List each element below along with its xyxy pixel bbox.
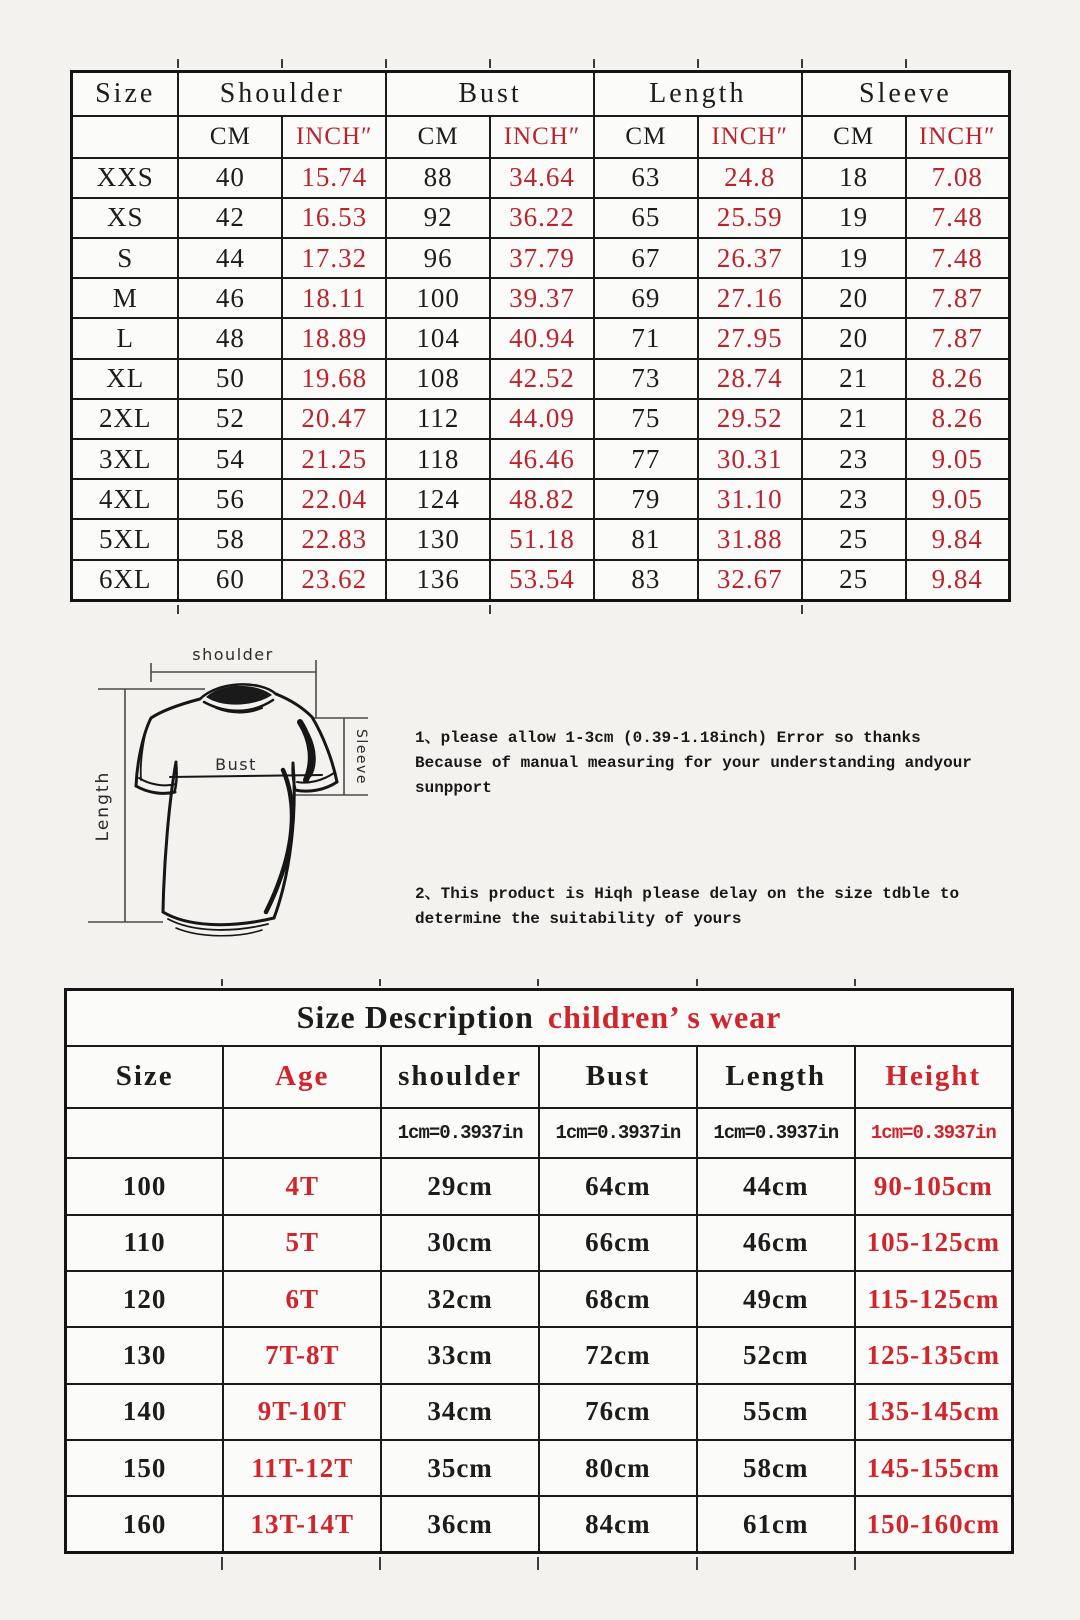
- cell: 5T: [223, 1215, 381, 1271]
- conversion-cell: 1cm=0.3937in: [697, 1108, 855, 1158]
- cell: 34.64: [490, 158, 594, 198]
- cell: 104: [386, 318, 490, 358]
- unit-header-cm: CM: [386, 116, 490, 158]
- unit-header-inch: INCH″: [698, 116, 802, 158]
- cell: 66cm: [539, 1215, 697, 1271]
- cell: 42.52: [490, 359, 594, 399]
- divider-stub: [696, 979, 698, 986]
- table-row: [66, 1384, 1013, 1440]
- column-header: Bust: [386, 72, 594, 116]
- column-header: Age: [223, 1046, 381, 1108]
- divider-stub: [801, 59, 803, 68]
- divider-stub: [696, 1557, 698, 1570]
- cell: 88: [386, 158, 490, 198]
- cell: 32cm: [381, 1271, 539, 1327]
- cell: 69: [594, 278, 698, 318]
- table-row: [72, 116, 1010, 158]
- cell: 96: [386, 238, 490, 278]
- cell: 9.05: [906, 439, 1010, 479]
- cell: 4XL: [72, 479, 179, 519]
- cell: 17.32: [282, 238, 386, 278]
- empty-cell: [66, 1108, 224, 1158]
- cell: 23: [802, 439, 906, 479]
- note-line: determine the suitability of yours: [415, 910, 742, 928]
- cell: XL: [72, 359, 179, 399]
- cell: 29.52: [698, 399, 802, 439]
- cell: 52: [178, 399, 282, 439]
- kids-size-table-wrap: [64, 988, 1014, 1554]
- cell: 18: [802, 158, 906, 198]
- cell: 130: [66, 1327, 224, 1383]
- cell: XXS: [72, 158, 179, 198]
- cell: 76cm: [539, 1384, 697, 1440]
- cell: 81: [594, 519, 698, 559]
- unit-header-cm: CM: [594, 116, 698, 158]
- table-row: [72, 198, 1010, 238]
- cell: 39.37: [490, 278, 594, 318]
- cell: 23.62: [282, 560, 386, 601]
- cell: 160: [66, 1496, 224, 1552]
- note-line: Because of manual measuring for your understanding andyour: [415, 754, 972, 772]
- cell: 23: [802, 479, 906, 519]
- note-1: [415, 726, 1015, 801]
- cell: 7T-8T: [223, 1327, 381, 1383]
- cell: 34cm: [381, 1384, 539, 1440]
- cell: 135-145cm: [855, 1384, 1013, 1440]
- cell: 27.95: [698, 318, 802, 358]
- table-title-black: Size Description: [296, 999, 534, 1036]
- divider-stub: [537, 1557, 539, 1570]
- cell: 26.37: [698, 238, 802, 278]
- cell: 112: [386, 399, 490, 439]
- note-2: [415, 882, 1015, 932]
- bust-label: Bust: [215, 755, 257, 774]
- cell: 150: [66, 1440, 224, 1496]
- divider-stub: [385, 59, 387, 68]
- column-header: Sleeve: [802, 72, 1010, 116]
- cell: 22.83: [282, 519, 386, 559]
- cell: 7.48: [906, 198, 1010, 238]
- adult-size-table-wrap: [70, 70, 1011, 602]
- cell: 125-135cm: [855, 1327, 1013, 1383]
- table-row: [66, 1496, 1013, 1552]
- cell: 51.18: [490, 519, 594, 559]
- cell: 90-105cm: [855, 1158, 1013, 1214]
- cell: 130: [386, 519, 490, 559]
- cell: 9.84: [906, 560, 1010, 601]
- adult-size-table: [70, 70, 1011, 602]
- cell: 21.25: [282, 439, 386, 479]
- table-title: [66, 990, 1013, 1046]
- cell: 46: [178, 278, 282, 318]
- cell: 67: [594, 238, 698, 278]
- cell: 140: [66, 1384, 224, 1440]
- divider-stub: [537, 979, 539, 986]
- cell: 6XL: [72, 560, 179, 601]
- conversion-cell: 1cm=0.3937in: [539, 1108, 697, 1158]
- cell: 20: [802, 278, 906, 318]
- cell: 115-125cm: [855, 1271, 1013, 1327]
- cell: 118: [386, 439, 490, 479]
- divider-stub: [593, 59, 595, 68]
- cell: 40.94: [490, 318, 594, 358]
- cell: 72cm: [539, 1327, 697, 1383]
- cell: 9T-10T: [223, 1384, 381, 1440]
- cell: 64cm: [539, 1158, 697, 1214]
- table-row: [72, 399, 1010, 439]
- table-row: [72, 439, 1010, 479]
- cell: 30.31: [698, 439, 802, 479]
- table-title-row: [66, 990, 1013, 1046]
- cell: 58cm: [697, 1440, 855, 1496]
- cell: 60: [178, 560, 282, 601]
- cell: 3XL: [72, 439, 179, 479]
- table-row: [72, 158, 1010, 198]
- cell: 19: [802, 238, 906, 278]
- divider-stub: [379, 979, 381, 986]
- cell: 20: [802, 318, 906, 358]
- cell: 21: [802, 359, 906, 399]
- table-row: [66, 1215, 1013, 1271]
- cell: 33cm: [381, 1327, 539, 1383]
- cell: 18.11: [282, 278, 386, 318]
- cell: 56: [178, 479, 282, 519]
- divider-stub: [489, 59, 491, 68]
- cell: 25.59: [698, 198, 802, 238]
- cell: 9.05: [906, 479, 1010, 519]
- cell: 22.04: [282, 479, 386, 519]
- note-line: sunpport: [415, 779, 492, 797]
- cell: 58: [178, 519, 282, 559]
- cell: 8.26: [906, 399, 1010, 439]
- column-header: Length: [697, 1046, 855, 1108]
- table-row: [66, 1158, 1013, 1214]
- divider-stub: [221, 979, 223, 986]
- divider-stub: [801, 605, 803, 614]
- cell: 18.89: [282, 318, 386, 358]
- divider-stub: [854, 1557, 856, 1570]
- cell: 16.53: [282, 198, 386, 238]
- cell: 145-155cm: [855, 1440, 1013, 1496]
- cell: 13T-14T: [223, 1496, 381, 1552]
- cell: 32.67: [698, 560, 802, 601]
- cell: 63: [594, 158, 698, 198]
- column-header: Size: [72, 72, 179, 116]
- divider-stub: [905, 59, 907, 68]
- cell: L: [72, 318, 179, 358]
- cell: 7.48: [906, 238, 1010, 278]
- cell: 24.8: [698, 158, 802, 198]
- cell: 52cm: [697, 1327, 855, 1383]
- cell: 7.87: [906, 318, 1010, 358]
- cell: 49cm: [697, 1271, 855, 1327]
- unit-header-inch: INCH″: [490, 116, 594, 158]
- cell: 25: [802, 560, 906, 601]
- tshirt-measure-diagram: [70, 600, 390, 945]
- cell: 40: [178, 158, 282, 198]
- cell: 83: [594, 560, 698, 601]
- cell: 92: [386, 198, 490, 238]
- cell: 4T: [223, 1158, 381, 1214]
- table-row: [66, 1327, 1013, 1383]
- table-row: [66, 1108, 1013, 1158]
- table-row: [72, 72, 1010, 116]
- table-row: [72, 278, 1010, 318]
- table-row: [66, 1440, 1013, 1496]
- cell: 15.74: [282, 158, 386, 198]
- table-row: [66, 1271, 1013, 1327]
- column-header: shoulder: [381, 1046, 539, 1108]
- table-row: [72, 238, 1010, 278]
- sleeve-label: Sleeve: [353, 729, 369, 785]
- table-row: [72, 479, 1010, 519]
- divider-stub: [281, 59, 283, 68]
- cell: 28.74: [698, 359, 802, 399]
- cell: 100: [66, 1158, 224, 1214]
- cell: 31.88: [698, 519, 802, 559]
- cell: 30cm: [381, 1215, 539, 1271]
- table-row: [72, 560, 1010, 601]
- cell: 105-125cm: [855, 1215, 1013, 1271]
- kids-size-table: [64, 988, 1014, 1554]
- cell: 100: [386, 278, 490, 318]
- cell: 44: [178, 238, 282, 278]
- cell: 27.16: [698, 278, 802, 318]
- cell: 110: [66, 1215, 224, 1271]
- divider-stub: [379, 1557, 381, 1570]
- unit-header-inch: INCH″: [906, 116, 1010, 158]
- cell: 8.26: [906, 359, 1010, 399]
- cell: 68cm: [539, 1271, 697, 1327]
- cell: 36cm: [381, 1496, 539, 1552]
- length-label: Length: [93, 770, 113, 842]
- cell: XS: [72, 198, 179, 238]
- cell: 61cm: [697, 1496, 855, 1552]
- cell: 7.87: [906, 278, 1010, 318]
- tshirt-sketch: [136, 684, 337, 935]
- column-header: Height: [855, 1046, 1013, 1108]
- column-header: Bust: [539, 1046, 697, 1108]
- unit-header-inch: INCH″: [282, 116, 386, 158]
- cell: 53.54: [490, 560, 594, 601]
- divider-stub: [489, 605, 491, 614]
- divider-stub: [177, 59, 179, 68]
- cell: 6T: [223, 1271, 381, 1327]
- cell: 44.09: [490, 399, 594, 439]
- table-title-red: children’ s wear: [547, 999, 782, 1036]
- cell: 29cm: [381, 1158, 539, 1214]
- column-header: Length: [594, 72, 802, 116]
- cell: 65: [594, 198, 698, 238]
- cell: 108: [386, 359, 490, 399]
- divider-stub: [854, 979, 856, 986]
- empty-cell: [72, 116, 179, 158]
- note-line: 2、This product is Hiqh please delay on the size tdble to: [415, 885, 960, 903]
- cell: 19: [802, 198, 906, 238]
- cell: 77: [594, 439, 698, 479]
- cell: 7.08: [906, 158, 1010, 198]
- cell: S: [72, 238, 179, 278]
- shoulder-label: shoulder: [192, 645, 274, 664]
- cell: 46.46: [490, 439, 594, 479]
- conversion-cell: 1cm=0.3937in: [855, 1108, 1013, 1158]
- cell: 50: [178, 359, 282, 399]
- table-row: [72, 519, 1010, 559]
- cell: 150-160cm: [855, 1496, 1013, 1552]
- table-row: [72, 359, 1010, 399]
- cell: 48.82: [490, 479, 594, 519]
- cell: 80cm: [539, 1440, 697, 1496]
- cell: 48: [178, 318, 282, 358]
- cell: 84cm: [539, 1496, 697, 1552]
- cell: 73: [594, 359, 698, 399]
- cell: 124: [386, 479, 490, 519]
- note-line: 1、please allow 1-3cm (0.39-1.18inch) Error so thanks: [415, 729, 921, 747]
- cell: 44cm: [697, 1158, 855, 1214]
- cell: 75: [594, 399, 698, 439]
- column-header: Size: [66, 1046, 224, 1108]
- cell: 55cm: [697, 1384, 855, 1440]
- cell: 120: [66, 1271, 224, 1327]
- cell: 21: [802, 399, 906, 439]
- cell: M: [72, 278, 179, 318]
- empty-cell: [223, 1108, 381, 1158]
- cell: 9.84: [906, 519, 1010, 559]
- cell: 19.68: [282, 359, 386, 399]
- cell: 2XL: [72, 399, 179, 439]
- cell: 54: [178, 439, 282, 479]
- unit-header-cm: CM: [178, 116, 282, 158]
- cell: 79: [594, 479, 698, 519]
- cell: 37.79: [490, 238, 594, 278]
- cell: 71: [594, 318, 698, 358]
- cell: 5XL: [72, 519, 179, 559]
- table-row: [72, 318, 1010, 358]
- cell: 11T-12T: [223, 1440, 381, 1496]
- divider-stub: [697, 59, 699, 68]
- cell: 25: [802, 519, 906, 559]
- cell: 20.47: [282, 399, 386, 439]
- table-row: [66, 1046, 1013, 1108]
- column-header: Shoulder: [178, 72, 386, 116]
- cell: 46cm: [697, 1215, 855, 1271]
- cell: 35cm: [381, 1440, 539, 1496]
- cell: 42: [178, 198, 282, 238]
- cell: 136: [386, 560, 490, 601]
- unit-header-cm: CM: [802, 116, 906, 158]
- conversion-cell: 1cm=0.3937in: [381, 1108, 539, 1158]
- cell: 36.22: [490, 198, 594, 238]
- cell: 31.10: [698, 479, 802, 519]
- divider-stub: [221, 1557, 223, 1570]
